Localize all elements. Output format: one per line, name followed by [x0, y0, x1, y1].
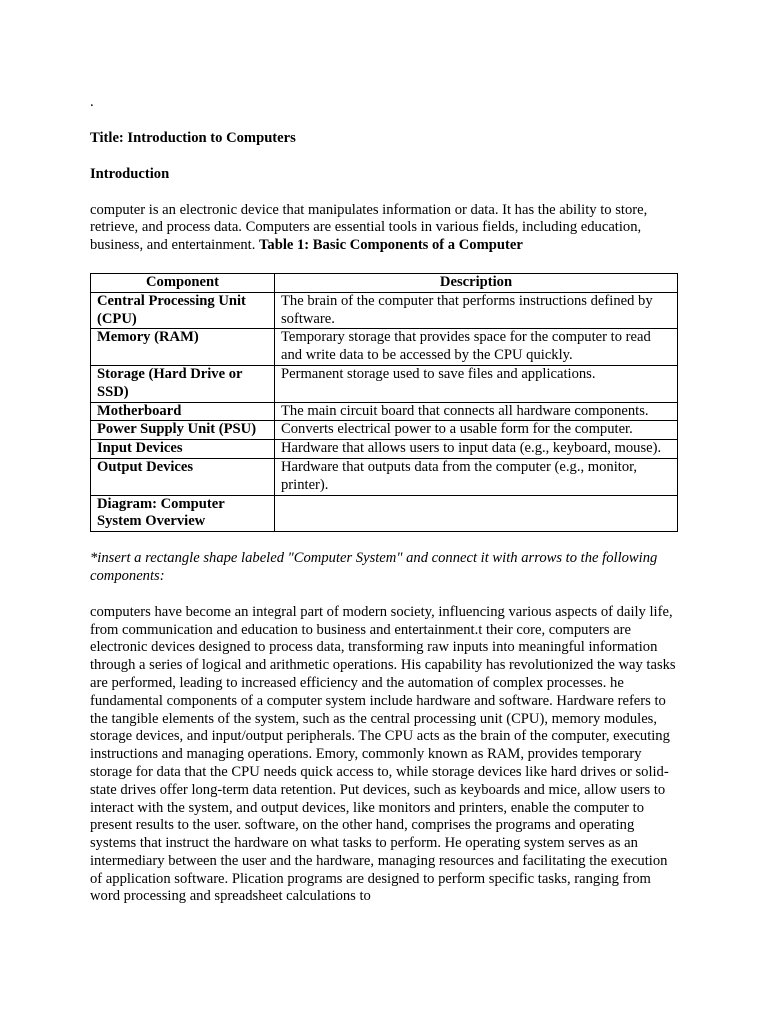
component-cell: Diagram: Computer System Overview — [91, 495, 275, 532]
description-cell: Temporary storage that provides space for the computer to read and write data to be accessed by the CPU quickly. — [275, 329, 678, 366]
table-row — [91, 329, 678, 366]
description-cell: Hardware that outputs data from the computer (e.g., monitor, printer). — [275, 458, 678, 495]
component-cell: Motherboard — [91, 402, 275, 421]
table-row — [91, 402, 678, 421]
component-cell: Power Supply Unit (PSU) — [91, 421, 275, 440]
header-description: Description — [275, 273, 678, 292]
document-content — [90, 94, 680, 906]
description-cell: The brain of the computer that performs instructions defined by software. — [275, 292, 678, 329]
table-row — [91, 440, 678, 459]
intro-paragraph — [90, 202, 680, 255]
component-cell: Central Processing Unit (CPU) — [91, 292, 275, 329]
table-row — [91, 495, 678, 532]
description-cell: Converts electrical power to a usable form for the computer. — [275, 421, 678, 440]
table-caption: Table 1: Basic Components of a Computer — [259, 237, 523, 254]
components-table — [90, 273, 678, 532]
description-cell: Permanent storage used to save files and applications. — [275, 365, 678, 402]
insert-shape-note: *insert a rectangle shape labeled "Computer System" and connect it with arrows to the following components: — [90, 550, 658, 584]
table-row — [91, 421, 678, 440]
table-row — [91, 292, 678, 329]
table-header-row — [91, 273, 678, 292]
component-cell: Storage (Hard Drive or SSD) — [91, 365, 275, 402]
table-row — [91, 365, 678, 402]
description-cell: The main circuit board that connects all hardware components. — [275, 402, 678, 421]
stray-dot: . — [90, 94, 94, 110]
description-cell — [275, 495, 678, 532]
body-paragraph: computers have become an integral part of modern society, influencing various aspects of daily life, from communication and education to business and entertainment.t their core, computers are electronic devices designed to process data, transforming raw inputs into meaningful information through a series of logical and arithmetic operations. His capability has revolutionized the way tasks are performed, leading to increased efficiency and the automation of complex processes. he fundamental components of a computer system include hardware and software. Hardware refers to the tangible elements of the system, such as the central processing unit (CPU), memory modules, storage devices, and input/output peripherals. The CPU acts as the brain of the computer, executing instructions and managing operations. Emory, commonly known as RAM, provides temporary storage for data that the CPU needs quick access to, while storage devices like hard drives or solid-state drives offer long-term data retention. Put devices, such as keyboards and mice, allow users to interact with the system, and output devices, like monitors and printers, enable the computer to present results to the user. software, on the other hand, comprises the programs and operating systems that instruct the hardware on what tasks to perform. He operating system serves as an intermediary between the user and the hardware, managing resources and facilitating the execution of application software. Plication programs are designed to perform specific tasks, ranging from word processing and spreadsheet calculations to — [90, 603, 676, 905]
component-cell: Input Devices — [91, 440, 275, 459]
intro-text: computer is an electronic device that manipulates information or data. It has the ability to store, retrieve, and process data. Computers are essential tools in various fields, including education, business, and entertainment. — [90, 201, 648, 254]
document-title: Title: Introduction to Computers — [90, 130, 296, 146]
table-row — [91, 458, 678, 495]
component-cell: Output Devices — [91, 458, 275, 495]
intro-heading: Introduction — [90, 165, 170, 182]
header-component: Component — [91, 273, 275, 292]
description-cell: Hardware that allows users to input data (e.g., keyboard, mouse). — [275, 440, 678, 459]
component-cell: Memory (RAM) — [91, 329, 275, 366]
